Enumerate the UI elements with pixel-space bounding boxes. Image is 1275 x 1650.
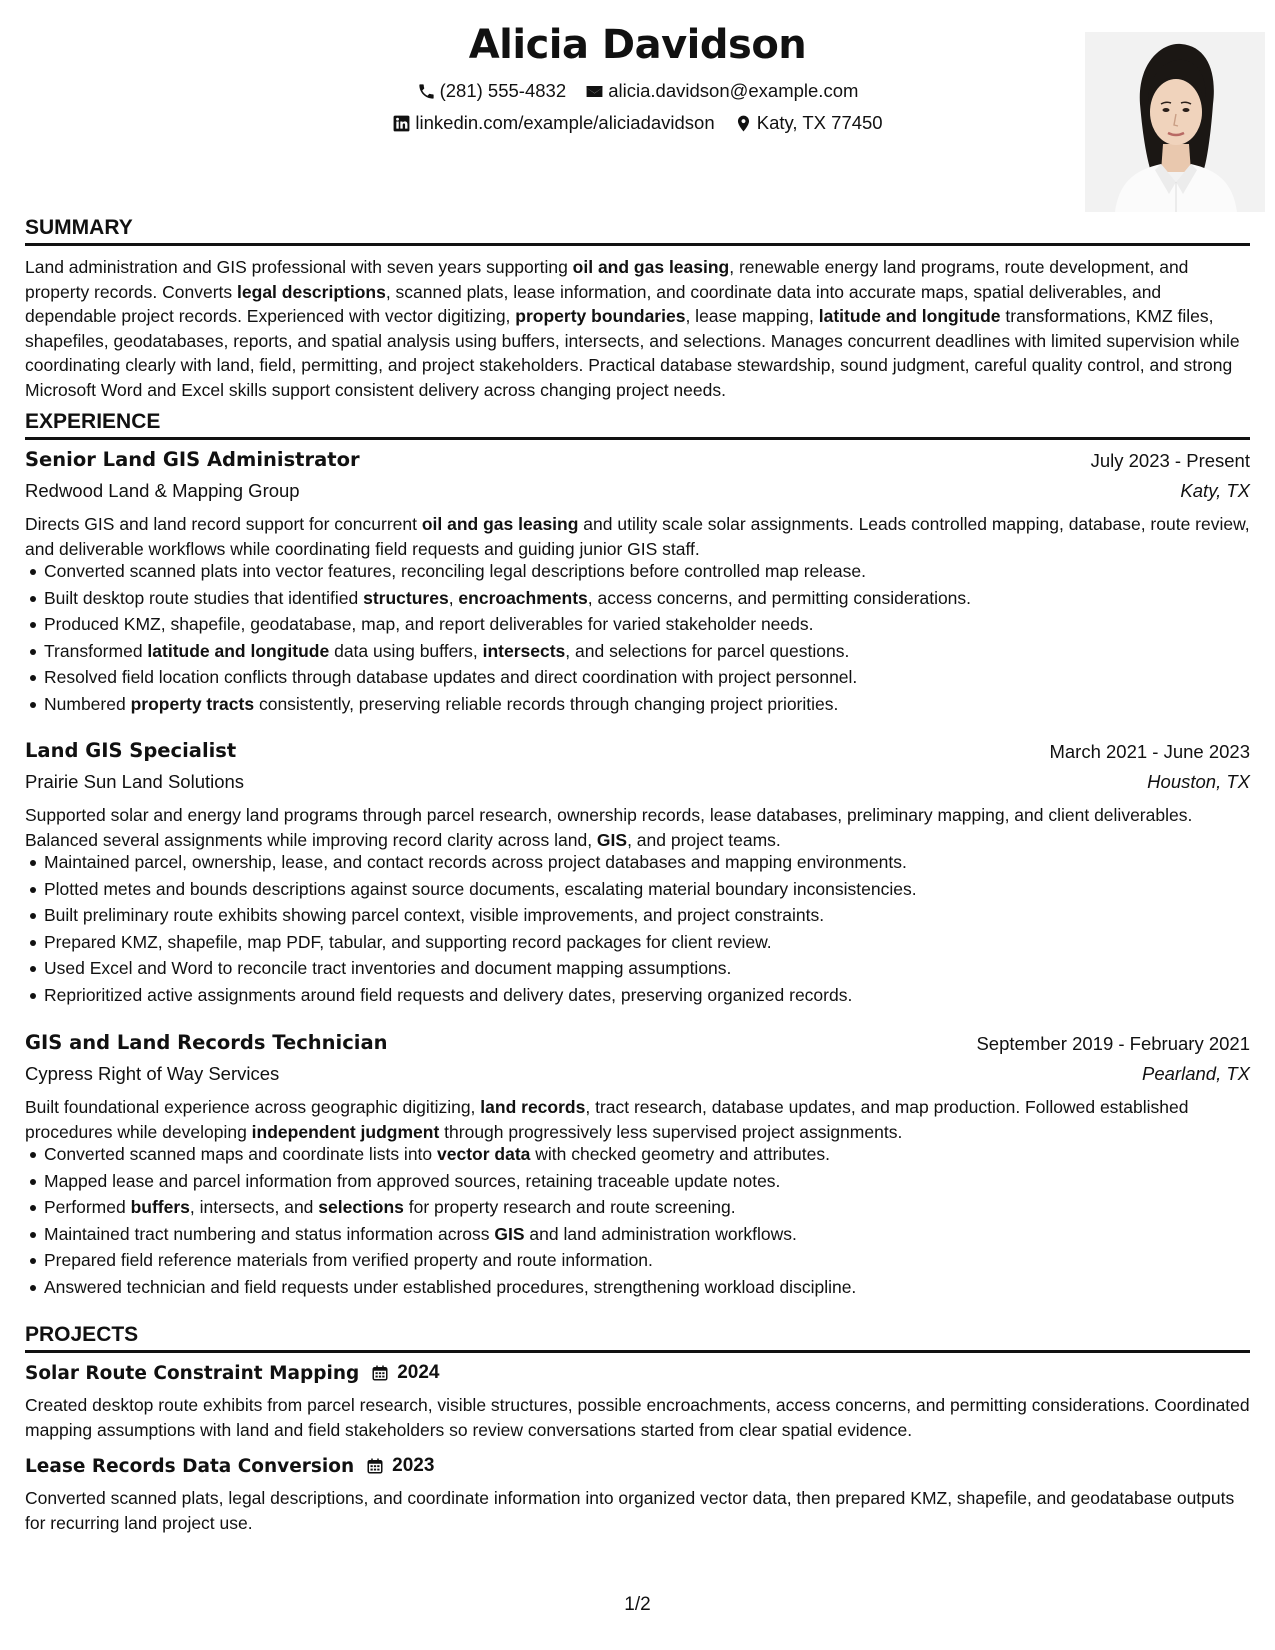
page-number: 1/2	[624, 1594, 651, 1615]
project-name: Solar Route Constraint Mapping	[25, 1362, 360, 1384]
bullet-item	[25, 849, 1250, 876]
desc-keyword: land records	[480, 1097, 586, 1117]
bullet-item	[25, 1274, 1250, 1301]
desc-part: Supported solar and energy land programs through parcel research, ownership records, lease databases, preliminary mapping, and client deliverables. Balanced several assignments while improving record clarity across land,	[25, 805, 1193, 850]
bullet-text: Built desktop route studies that identified	[44, 587, 364, 608]
summary-part: , lease mapping,	[685, 306, 819, 326]
profile-photo	[1085, 32, 1265, 212]
bullet-text: Plotted metes and bounds descriptions against source documents, escalating material boundary inconsistencies.	[44, 878, 917, 899]
summary-keyword: property boundaries	[515, 306, 686, 326]
summary-heading: SUMMARY	[25, 216, 1250, 246]
desc-part: , tract research, database updates, and map production. Followed established procedures while developing	[25, 1097, 1189, 1142]
job-description	[25, 803, 1250, 852]
bullet-keyword: intersects	[482, 640, 566, 661]
bullet-text: data using buffers,	[329, 640, 483, 661]
email-contact[interactable]	[585, 80, 858, 102]
job-location: Houston, TX	[1147, 771, 1250, 792]
bullet-keyword: selections	[318, 1197, 404, 1217]
bullet-item	[25, 1247, 1250, 1274]
bullet-item	[25, 691, 1250, 718]
bullet-item	[25, 929, 1250, 956]
job-location: Pearland, TX	[1142, 1063, 1250, 1084]
job-location: Katy, TX	[1180, 480, 1250, 501]
summary-keyword: oil and gas leasing	[572, 257, 730, 277]
bullet-text: Answered technician and field requests under established procedures, strengthening workload discipline.	[44, 1276, 857, 1297]
bullet-text: , intersects, and	[189, 1197, 319, 1217]
bullet-text: Built preliminary route exhibits showing parcel context, visible improvements, and project constraints.	[44, 905, 825, 925]
job-title: GIS and Land Records Technician	[25, 1031, 388, 1054]
bullet-keyword: structures	[363, 587, 449, 608]
desc-part: Directs GIS and land record support for concurrent	[25, 514, 422, 534]
experience-heading: EXPERIENCE	[25, 410, 1250, 440]
project-header	[25, 1455, 434, 1477]
bullet-item	[25, 664, 1250, 691]
bullet-text: ,	[448, 587, 459, 608]
contact-line-2	[25, 112, 1250, 138]
bullet-text: Prepared KMZ, shapefile, map PDF, tabular, and supporting record packages for client review.	[44, 931, 772, 952]
project-year: 2024	[397, 1362, 440, 1383]
bullet-text: for property research and route screening.	[403, 1197, 736, 1217]
phone-contact[interactable]	[417, 80, 567, 102]
job-company: Prairie Sun Land Solutions	[25, 771, 245, 792]
bullet-keyword: property tracts	[130, 693, 255, 714]
bullet-text: Maintained parcel, ownership, lease, and contact records across project databases and mapping environments.	[44, 852, 907, 872]
bullet-text: Mapped lease and parcel information from approved sources, retaining traceable update notes.	[44, 1170, 781, 1191]
bullet-text: , access concerns, and permitting considerations.	[587, 587, 972, 608]
bullet-text: Performed	[44, 1197, 131, 1217]
linkedin-text: linkedin.com/example/aliciadavidson	[415, 112, 715, 133]
bullet-text: Maintained tract numbering and status information across	[44, 1223, 495, 1244]
bullet-item	[25, 955, 1250, 982]
bullet-item	[25, 638, 1250, 665]
bullet-item	[25, 876, 1250, 903]
project-description: Created desktop route exhibits from parcel research, visible structures, possible encroachments, access concerns, and permitting considerations. Coordinated mapping assumptions with land and field stakeholders so review conversations started from clear spatial evidence.	[25, 1395, 1250, 1440]
bullet-text: Produced KMZ, shapefile, geodatabase, map, and report deliverables for varied stakeholder needs.	[44, 614, 814, 634]
bullet-text: Resolved field location conflicts through database updates and direct coordination with project personnel.	[44, 667, 858, 687]
job-title: Senior Land GIS Administrator	[25, 448, 360, 471]
bullet-item	[25, 1168, 1250, 1195]
bullet-item	[25, 1221, 1250, 1248]
bullet-text: , and selections for parcel questions.	[565, 640, 850, 661]
bullet-text: Numbered	[44, 693, 131, 714]
project-description: Converted scanned plats, legal descriptions, and coordinate information into organized vector data, then prepared KMZ, shapefile, and geodatabase outputs for recurring land project use.	[25, 1488, 1235, 1533]
bullet-keyword: encroachments	[458, 587, 588, 608]
resume-page	[25, 0, 1250, 1650]
bullet-keyword: vector data	[437, 1144, 531, 1164]
location-contact	[734, 112, 883, 134]
desc-keyword: independent judgment	[251, 1121, 440, 1142]
contact-line-1	[25, 80, 1250, 106]
summary-part: , scanned plats, lease information, and coordinate data into accurate maps, spatial deliverables, and dependable project records. Experienced with vector digitizing,	[25, 281, 1162, 326]
desc-part: , and project teams.	[627, 829, 781, 850]
map-pin-icon	[734, 114, 753, 133]
desc-part: and utility scale solar assignments. Leads controlled mapping, database, route review, and deliverable workflows while coordinating field requests and guiding junior GIS staff.	[25, 514, 1250, 559]
bullet-text: Converted scanned plats into vector features, reconciling legal descriptions before controlled map release.	[44, 561, 866, 581]
calendar-icon	[366, 1457, 384, 1475]
phone-icon	[417, 82, 436, 101]
bullet-text: Converted scanned maps and coordinate lists into	[44, 1144, 438, 1164]
candidate-name: Alicia Davidson	[468, 22, 807, 68]
bullet-text: Transformed	[44, 640, 148, 661]
desc-part: through progressively less supervised project assignments.	[439, 1121, 903, 1142]
project-year: 2023	[392, 1455, 435, 1476]
bullet-text: Prepared field reference materials from verified property and route information.	[44, 1250, 653, 1270]
project-header	[25, 1362, 440, 1384]
desc-keyword: GIS	[596, 829, 628, 850]
desc-part: Built foundational experience across geographic digitizing,	[25, 1097, 481, 1117]
project-name: Lease Records Data Conversion	[25, 1455, 355, 1477]
summary-keyword: legal descriptions	[237, 281, 386, 302]
job-bullets	[25, 1141, 1250, 1300]
job-bullets	[25, 849, 1250, 1008]
bullet-item	[25, 611, 1250, 638]
bullet-keyword: GIS	[494, 1223, 525, 1244]
bullet-item	[25, 1141, 1250, 1168]
summary-part: transformations, KMZ files, shapefiles, geodatabases, reports, and spatial analysis using buffers, intersects, and selections. Manages concurrent deadlines with limited supervision while coordinating clearly with land, field, permitting, and project stakeholders. Practical database stewardship, sound judgment, careful quality control, and strong Microsoft Word and Excel skills support consistent delivery across changing project needs.	[25, 306, 1240, 400]
job-bullets	[25, 558, 1250, 717]
location-text: Katy, TX 77450	[756, 112, 883, 133]
linkedin-contact[interactable]	[392, 112, 714, 134]
job-title: Land GIS Specialist	[25, 739, 237, 762]
projects-heading: PROJECTS	[25, 1323, 1250, 1353]
job-dates: July 2023 - Present	[1090, 450, 1250, 471]
job-description	[25, 512, 1250, 561]
bullet-text: Reprioritized active assignments around field requests and delivery dates, preserving organized records.	[44, 984, 853, 1005]
bullet-text: Used Excel and Word to reconcile tract inventories and document mapping assumptions.	[44, 958, 732, 978]
job-company: Cypress Right of Way Services	[25, 1063, 280, 1084]
bullet-item	[25, 558, 1250, 585]
summary-keyword: latitude and longitude	[818, 306, 1001, 326]
bullet-text: and land administration workflows.	[524, 1223, 797, 1244]
bullet-item	[25, 1194, 1250, 1221]
email-text: alicia.davidson@example.com	[608, 80, 859, 101]
bullet-item	[25, 982, 1250, 1009]
bullet-text: with checked geometry and attributes.	[530, 1144, 830, 1164]
summary-text	[25, 255, 1250, 402]
bullet-item	[25, 902, 1250, 929]
calendar-icon	[371, 1364, 389, 1382]
linkedin-icon	[392, 114, 411, 133]
bullet-text: consistently, preserving reliable records through changing project priorities.	[254, 693, 839, 714]
job-description	[25, 1095, 1250, 1144]
phone-text: (281) 555-4832	[439, 80, 567, 101]
resume-header	[25, 14, 1250, 214]
job-dates: March 2021 - June 2023	[1049, 741, 1250, 762]
envelope-icon	[585, 82, 604, 101]
bullet-item	[25, 585, 1250, 612]
bullet-keyword: latitude and longitude	[147, 640, 330, 661]
summary-part: , renewable energy land programs, route development, and property records. Converts	[25, 257, 1189, 302]
job-company: Redwood Land & Mapping Group	[25, 480, 300, 501]
summary-part: Land administration and GIS professional with seven years supporting	[25, 257, 573, 277]
bullet-keyword: buffers	[130, 1197, 190, 1217]
desc-keyword: oil and gas leasing	[421, 514, 579, 534]
job-dates: September 2019 - February 2021	[976, 1033, 1250, 1054]
